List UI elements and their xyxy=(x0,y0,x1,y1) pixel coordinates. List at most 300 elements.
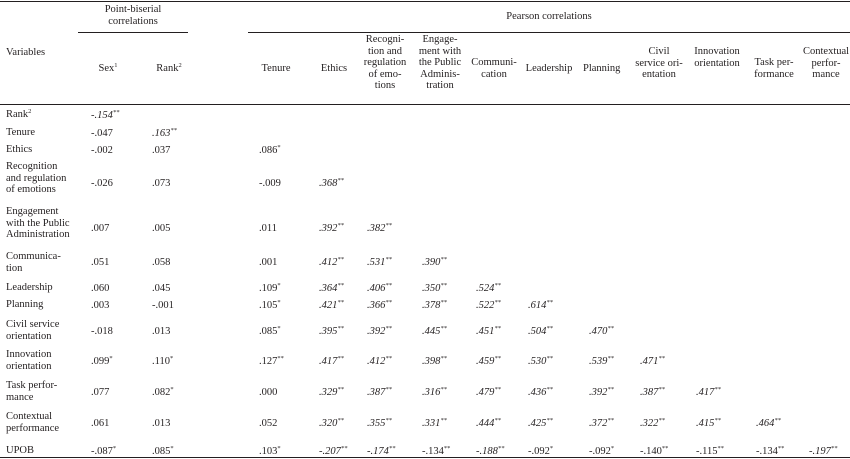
column-header-line: perfor- xyxy=(811,57,841,69)
table-cell xyxy=(259,446,281,458)
column-header-line: Rank$^2$ xyxy=(156,62,182,74)
cell-value: .522 xyxy=(476,300,495,311)
significance-marker: ** xyxy=(494,282,501,289)
significance-marker: ** xyxy=(546,299,553,306)
row-label xyxy=(6,251,61,274)
significance-marker: ** xyxy=(440,325,447,332)
significance-marker: ** xyxy=(546,386,553,393)
table-cell xyxy=(91,178,113,190)
table-cell xyxy=(756,418,781,430)
cell-value: .406 xyxy=(367,283,386,294)
significance-marker: * xyxy=(109,355,113,362)
table-cell xyxy=(152,223,170,235)
row-label-line: Ethics xyxy=(6,144,33,155)
column-header xyxy=(750,57,798,80)
row-label-line: and regulation xyxy=(6,172,67,184)
row-label xyxy=(6,411,59,434)
table-cell xyxy=(319,300,344,312)
cell-value: -.018 xyxy=(91,326,113,337)
row-label-line: orientation xyxy=(6,360,52,372)
table-cell xyxy=(91,326,113,338)
significance-marker: ** xyxy=(440,282,447,289)
table-cell xyxy=(422,326,447,338)
column-header-line: Sex$^1$ xyxy=(98,62,118,74)
significance-marker: ** xyxy=(337,355,344,362)
cell-value: .459 xyxy=(476,356,495,367)
table-cell xyxy=(91,128,113,140)
row-label-line: mance xyxy=(6,391,34,403)
cell-value: .077 xyxy=(91,387,110,398)
cell-value: -.207 xyxy=(319,446,341,457)
table-cell xyxy=(476,326,501,338)
cell-value: -.154 xyxy=(91,110,113,121)
cell-value: .387 xyxy=(367,387,386,398)
significance-marker: ** xyxy=(494,386,501,393)
table-cell xyxy=(367,257,392,269)
table-cell xyxy=(640,418,665,430)
cell-value: .052 xyxy=(259,418,278,429)
table-cell xyxy=(367,223,392,235)
cell-value: -.134 xyxy=(756,446,778,457)
table-cell xyxy=(640,446,668,458)
cell-value: .445 xyxy=(422,326,441,337)
cell-value: .331 xyxy=(422,418,441,429)
significance-marker: * xyxy=(277,325,281,332)
table-cell xyxy=(696,418,721,430)
cell-value: .470 xyxy=(589,326,608,337)
column-header-line: ment with xyxy=(418,45,462,57)
cell-value: .110 xyxy=(152,356,170,367)
table-cell xyxy=(422,356,447,368)
significance-marker: * xyxy=(549,445,554,452)
cell-value: .398 xyxy=(422,356,441,367)
row-label-line: Administration xyxy=(6,229,70,241)
footnote-marker: 2 xyxy=(178,62,182,69)
row-label-line: Rank$^2$ xyxy=(6,108,32,120)
significance-marker: ** xyxy=(717,445,724,452)
row-label-line: Engagement xyxy=(6,206,59,217)
table-cell xyxy=(422,446,450,458)
table-cell xyxy=(589,356,614,368)
cell-value: .412 xyxy=(319,257,338,268)
table-cell xyxy=(476,283,501,295)
header-variables: Variables xyxy=(6,47,46,58)
column-header-line: Engage- xyxy=(422,34,458,45)
significance-marker: ** xyxy=(546,325,553,332)
significance-marker: ** xyxy=(440,299,447,306)
cell-value: -.092 xyxy=(528,446,550,457)
table-cell xyxy=(91,110,119,122)
significance-marker: ** xyxy=(774,417,781,424)
table-cell xyxy=(422,300,447,312)
cell-value: .444 xyxy=(476,418,495,429)
table-cell xyxy=(152,283,170,295)
table-cell xyxy=(259,387,277,399)
table-cell xyxy=(259,356,284,368)
cell-value: .504 xyxy=(528,326,547,337)
row-label-line: of emotions xyxy=(6,184,56,196)
row-label-line: Leadership xyxy=(6,282,53,293)
cell-value: .058 xyxy=(152,257,171,268)
cell-value: .001 xyxy=(259,257,278,268)
row-label xyxy=(6,445,34,457)
table-cell xyxy=(319,387,344,399)
significance-marker: * xyxy=(610,445,615,452)
cell-value: -.047 xyxy=(91,128,113,139)
table-cell xyxy=(476,418,501,430)
column-header-line: entation xyxy=(642,69,676,81)
table-cell xyxy=(367,418,392,430)
table-cell xyxy=(319,418,344,430)
table-cell xyxy=(422,257,447,269)
cell-value: .366 xyxy=(367,300,386,311)
column-header-line: Adminis- xyxy=(420,68,460,80)
significance-marker: ** xyxy=(440,386,447,393)
table-cell xyxy=(91,418,109,430)
column-header-line: Planning xyxy=(583,63,621,74)
significance-marker: ** xyxy=(385,417,392,424)
row-label-line: tion xyxy=(6,262,23,274)
cell-value: -.174 xyxy=(367,446,389,457)
row-label-line: Contextual xyxy=(6,411,53,422)
cell-value: .378 xyxy=(422,300,441,311)
cell-value: .392 xyxy=(589,387,608,398)
cell-value: .412 xyxy=(367,356,386,367)
significance-marker: ** xyxy=(658,386,665,393)
table-cell xyxy=(152,418,170,430)
significance-marker: ** xyxy=(830,445,838,452)
row-label-line: Communica- xyxy=(6,251,61,262)
table-cell xyxy=(152,300,174,312)
significance-marker: * xyxy=(277,299,281,306)
cell-value: .415 xyxy=(696,418,715,429)
cell-value: .530 xyxy=(528,356,547,367)
table-cell xyxy=(528,446,553,458)
cell-value: -.188 xyxy=(476,446,498,457)
row-label-line: Planning xyxy=(6,299,44,310)
significance-marker: * xyxy=(170,355,174,362)
table-cell xyxy=(367,326,392,338)
column-header-line: mance xyxy=(812,69,840,81)
cell-value: -.140 xyxy=(640,446,662,457)
significance-marker: ** xyxy=(388,445,396,452)
cell-value: .387 xyxy=(640,387,659,398)
table-cell xyxy=(319,446,347,458)
column-header-line: orientation xyxy=(694,57,740,69)
column-header-line: Ethics xyxy=(320,63,348,74)
table-cell xyxy=(589,387,614,399)
table-cell xyxy=(696,387,721,399)
table-cell xyxy=(152,446,174,458)
cell-value: .436 xyxy=(528,387,547,398)
cell-value: .421 xyxy=(319,300,338,311)
table-cell xyxy=(319,326,344,338)
column-header xyxy=(253,63,299,75)
significance-marker: ** xyxy=(385,256,392,263)
cell-value: .082 xyxy=(152,387,171,398)
table-cell xyxy=(319,178,344,190)
column-header-line: tions xyxy=(374,80,396,92)
row-label xyxy=(6,109,31,121)
column-header-line: Leadership xyxy=(525,63,573,74)
significance-marker: ** xyxy=(714,417,721,424)
cell-value: .045 xyxy=(152,283,171,294)
table-cell xyxy=(589,446,614,458)
cell-value: .368 xyxy=(319,178,338,189)
group-rule-pearson xyxy=(248,32,850,33)
significance-marker: ** xyxy=(777,445,785,452)
significance-marker: ** xyxy=(546,417,553,424)
column-header xyxy=(522,63,576,75)
cell-value: -.002 xyxy=(91,145,113,156)
column-header-line: Recogni- xyxy=(365,34,405,45)
table-cell xyxy=(259,326,281,338)
row-label xyxy=(6,206,70,241)
cell-value: .392 xyxy=(319,223,338,234)
table-cell xyxy=(367,356,392,368)
significance-marker: ** xyxy=(337,325,344,332)
cell-value: .000 xyxy=(259,387,278,398)
column-header-line: tration xyxy=(426,80,454,92)
cell-value: .061 xyxy=(91,418,110,429)
column-header-line: regulation xyxy=(363,57,407,69)
significance-marker: ** xyxy=(494,355,501,362)
cell-value: .073 xyxy=(152,178,171,189)
cell-value: .007 xyxy=(91,223,110,234)
cell-value: .013 xyxy=(152,418,171,429)
table-cell xyxy=(91,283,109,295)
column-header-line: tion and xyxy=(367,45,403,57)
table-cell xyxy=(696,446,724,458)
table-cell xyxy=(152,178,170,190)
row-label xyxy=(6,282,53,294)
significance-marker: ** xyxy=(385,282,392,289)
cell-value: .011 xyxy=(259,223,277,234)
footnote-marker: 1 xyxy=(114,62,118,69)
column-header-line: Innovation xyxy=(694,46,740,57)
column-header xyxy=(803,46,849,81)
cell-value: .382 xyxy=(367,223,386,234)
table-cell xyxy=(528,356,553,368)
cell-value: .003 xyxy=(91,300,110,311)
cell-value: .060 xyxy=(91,283,110,294)
cell-value: .051 xyxy=(91,257,110,268)
cell-value: .392 xyxy=(367,326,386,337)
cell-value: .322 xyxy=(640,418,659,429)
footnote-marker: 2 xyxy=(28,108,32,115)
table-cell xyxy=(476,387,501,399)
column-header xyxy=(470,57,518,80)
cell-value: -.197 xyxy=(809,446,831,457)
column-header xyxy=(416,34,464,92)
table-cell xyxy=(91,356,113,368)
significance-marker: ** xyxy=(658,417,665,424)
significance-marker: * xyxy=(170,445,174,452)
cell-value: .316 xyxy=(422,387,441,398)
significance-marker: ** xyxy=(607,325,614,332)
cell-value: .085 xyxy=(259,326,278,337)
group-rule-point-biserial xyxy=(78,32,188,33)
table-cell xyxy=(91,446,116,458)
table-cell xyxy=(640,356,665,368)
cell-value: .531 xyxy=(367,257,386,268)
table-cell xyxy=(259,223,277,235)
cell-value: .479 xyxy=(476,387,495,398)
cell-value: .103 xyxy=(259,446,278,457)
column-header-line: Tenure xyxy=(261,63,291,74)
cell-value: .127 xyxy=(259,356,278,367)
row-label xyxy=(6,299,43,311)
table-cell xyxy=(91,145,113,157)
row-label-line: performance xyxy=(6,422,60,434)
column-header xyxy=(583,63,619,75)
header-group-line: correlations xyxy=(108,15,158,27)
significance-marker: ** xyxy=(385,299,392,306)
table-cell xyxy=(91,387,109,399)
table-cell xyxy=(91,300,109,312)
significance-marker: ** xyxy=(714,386,721,393)
table-cell xyxy=(367,387,392,399)
table-cell xyxy=(91,223,109,235)
row-label xyxy=(6,349,52,372)
row-label-line: UPOB xyxy=(6,445,35,456)
table-cell xyxy=(528,418,553,430)
cell-value: .099 xyxy=(91,356,110,367)
cell-value: .524 xyxy=(476,283,495,294)
cell-value: .013 xyxy=(152,326,171,337)
table-cell xyxy=(152,257,170,269)
row-label-line: with the Public xyxy=(6,217,70,229)
cell-value: .614 xyxy=(528,300,547,311)
significance-marker: ** xyxy=(494,325,501,332)
column-header xyxy=(634,46,684,81)
significance-marker: ** xyxy=(337,222,344,229)
cell-value: .417 xyxy=(696,387,715,398)
table-cell xyxy=(91,257,109,269)
significance-marker: ** xyxy=(546,355,553,362)
table-cell xyxy=(422,387,447,399)
significance-marker: ** xyxy=(494,299,501,306)
cell-value: .350 xyxy=(422,283,441,294)
table-cell xyxy=(259,257,277,269)
significance-marker: * xyxy=(277,445,281,452)
cell-value: .539 xyxy=(589,356,608,367)
significance-marker: ** xyxy=(443,445,451,452)
column-header xyxy=(146,63,192,75)
column-header-line: service ori- xyxy=(635,57,683,69)
table-cell xyxy=(152,387,174,399)
cell-value: .417 xyxy=(319,356,338,367)
column-header-line: formance xyxy=(754,68,794,80)
row-label xyxy=(6,144,32,156)
row-label-line: Task perfor- xyxy=(6,380,58,391)
table-cell xyxy=(319,257,344,269)
cell-value: .471 xyxy=(640,356,659,367)
cell-value: .451 xyxy=(476,326,495,337)
significance-marker: ** xyxy=(337,417,344,424)
significance-marker: ** xyxy=(497,445,505,452)
row-label xyxy=(6,380,57,403)
column-header-line: Civil xyxy=(648,46,670,57)
header-bottom-rule xyxy=(0,104,850,105)
cell-value: .425 xyxy=(528,418,547,429)
significance-marker: ** xyxy=(170,127,177,134)
significance-marker: * xyxy=(277,144,281,151)
cell-value: -.026 xyxy=(91,178,113,189)
significance-marker: ** xyxy=(385,222,392,229)
table-cell xyxy=(476,356,501,368)
significance-marker: ** xyxy=(340,445,348,452)
column-header-line: the Public xyxy=(418,57,462,69)
cell-value: .037 xyxy=(152,145,171,156)
cell-value: .163 xyxy=(152,128,171,139)
row-label-line: Civil service xyxy=(6,319,60,330)
column-header-line: of emo- xyxy=(368,68,402,80)
cell-value: .320 xyxy=(319,418,338,429)
table-cell xyxy=(528,326,553,338)
table-cell xyxy=(319,283,344,295)
significance-marker: ** xyxy=(607,355,614,362)
table-cell xyxy=(259,300,281,312)
cell-value: .085 xyxy=(152,446,171,457)
row-label-line: Recognition xyxy=(6,161,58,172)
column-header-line: cation xyxy=(481,68,507,80)
table-cell xyxy=(152,356,173,368)
table-cell xyxy=(319,223,344,235)
table-cell xyxy=(259,418,277,430)
row-label-line: Tenure xyxy=(6,127,35,138)
row-label-line: Innovation xyxy=(6,349,52,360)
table-cell xyxy=(476,300,501,312)
header-group-line: Point-biserial xyxy=(104,4,162,15)
table-cell xyxy=(640,387,665,399)
significance-marker: ** xyxy=(494,417,501,424)
column-header xyxy=(85,63,131,75)
cell-value: .364 xyxy=(319,283,338,294)
cell-value: .329 xyxy=(319,387,338,398)
significance-marker: ** xyxy=(337,177,344,184)
column-header xyxy=(361,34,409,92)
table-cell xyxy=(259,283,281,295)
significance-marker: ** xyxy=(112,109,120,116)
row-label xyxy=(6,319,59,342)
table-cell xyxy=(259,178,281,190)
significance-marker: ** xyxy=(607,417,614,424)
cell-value: -.009 xyxy=(259,178,281,189)
cell-value: .390 xyxy=(422,257,441,268)
table-cell xyxy=(756,446,784,458)
significance-marker: ** xyxy=(385,325,392,332)
column-header-line: Contextual xyxy=(803,46,850,57)
row-label xyxy=(6,127,35,139)
cell-value: -.001 xyxy=(152,300,174,311)
row-label-line: orientation xyxy=(6,330,52,342)
table-cell xyxy=(809,446,837,458)
cell-value: -.087 xyxy=(91,446,113,457)
significance-marker: ** xyxy=(337,299,344,306)
table-cell xyxy=(589,326,614,338)
cell-value: .086 xyxy=(259,145,278,156)
header-group-point-biserial xyxy=(78,4,188,27)
table-cell xyxy=(422,418,447,430)
significance-marker: ** xyxy=(337,386,344,393)
table-cell xyxy=(528,387,553,399)
significance-marker: ** xyxy=(661,445,669,452)
table-cell xyxy=(367,300,392,312)
cell-value: .005 xyxy=(152,223,171,234)
table-cell xyxy=(367,446,395,458)
significance-marker: ** xyxy=(658,355,665,362)
